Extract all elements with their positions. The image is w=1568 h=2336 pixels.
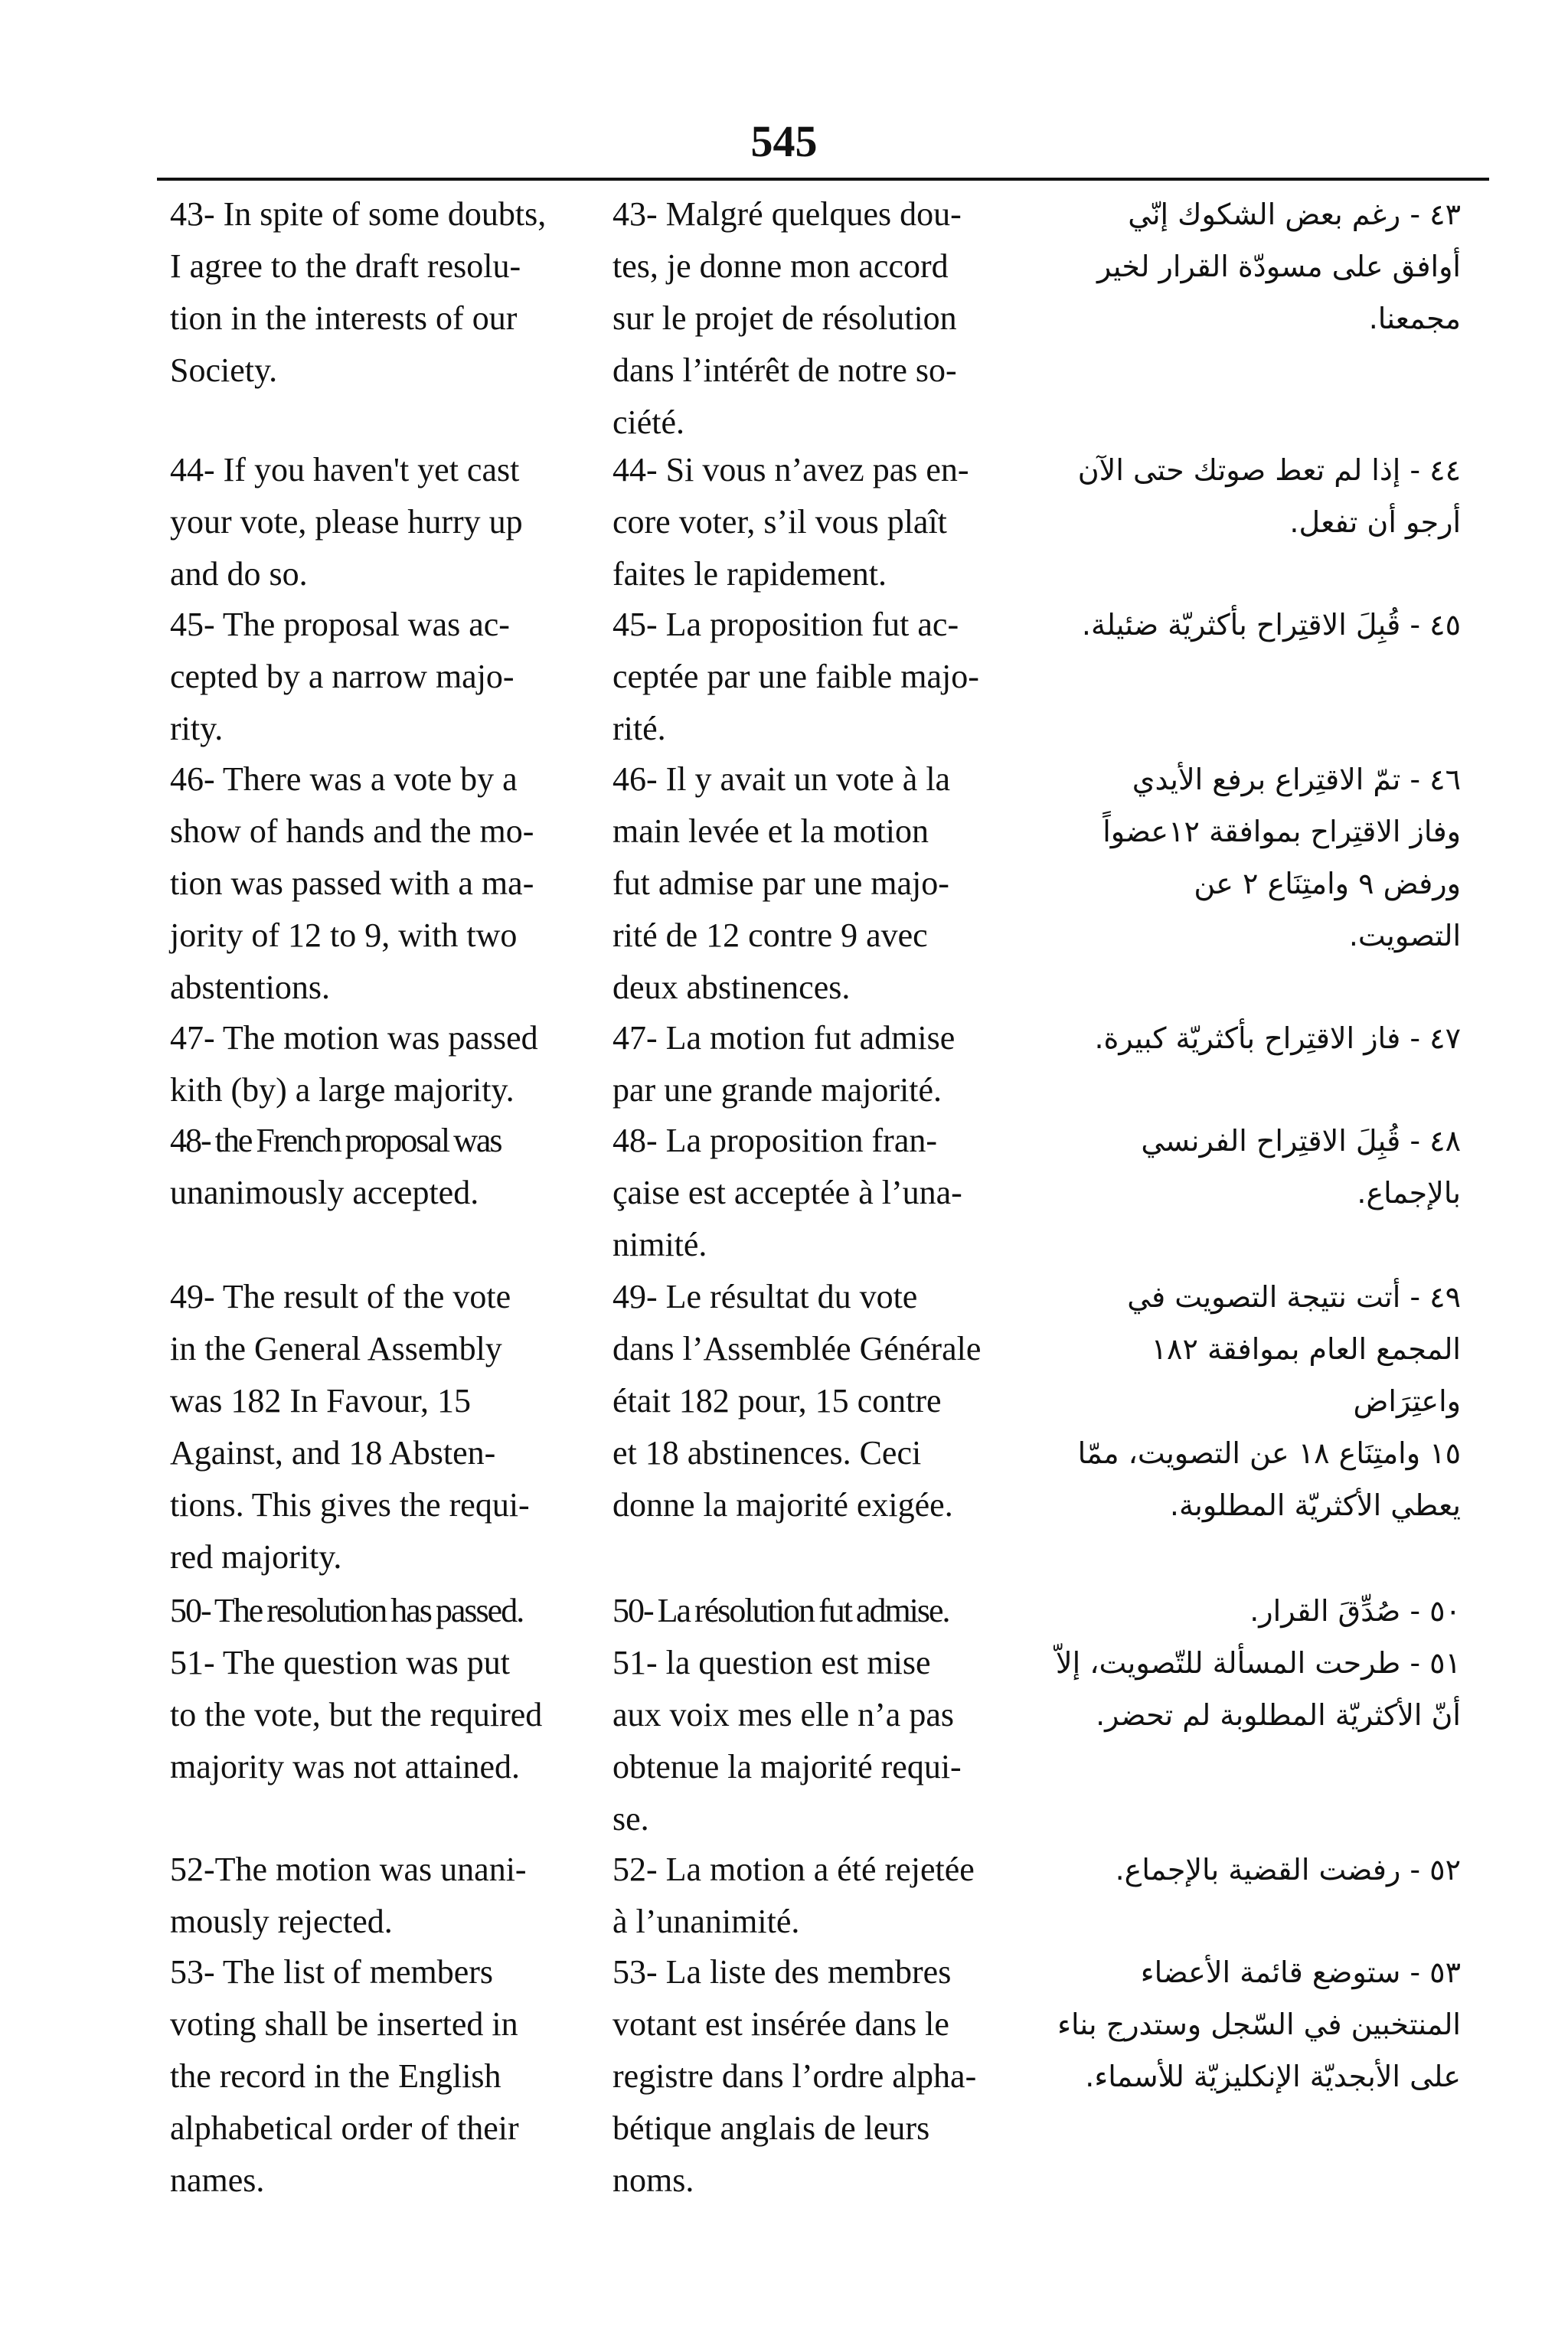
arabic-text: ٤٥ - قُبِلَ الاقتِراح بأكثريّة ضئيلة.: [1081, 608, 1461, 642]
english-text: 47- The motion was passed kith (by) a large majority.: [170, 1019, 538, 1109]
header-rule: [157, 178, 1489, 181]
english-text: 50- The resolution has passed.: [170, 1592, 524, 1629]
french-text: 53- La liste des membres votant est insérée dans le registre dans l’ordre alpha- bétique anglais de leurs noms.: [612, 1953, 977, 2199]
arabic-text: ٥٠ - صُدِّقَ القرار.: [1250, 1594, 1461, 1628]
french-text: 46- Il y avait un vote à la main levée et la motion fut admise par une majo- rité de 12 contre 9 avec deux abstinences.: [612, 760, 951, 1006]
arabic-text: ٤٧ - فاز الاقتِراح بأكثريّة كبيرة.: [1094, 1021, 1461, 1055]
french-text: 48- La proposition fran- çaise est acceptée à l’una- nimité.: [612, 1122, 962, 1263]
arabic-text: ٥١ - طرحت المسألة للتّصويت، إلاّ أنّ الأكثريّة المطلوبة لم تحضر.: [1055, 1646, 1461, 1732]
arabic-text: ٤٨ - قُبِلَ الاقتِراح الفرنسي بالإجماع.: [1141, 1124, 1461, 1210]
arabic-text: ٥٢ - رفضت القضية بالإجماع.: [1115, 1853, 1461, 1887]
french-text: 52- La motion a été rejetée à l’unanimité.: [612, 1851, 975, 1940]
french-text: 49- Le résultat du vote dans l’Assemblée Générale était 182 pour, 15 contre et 18 abstinences. Ceci donne la majorité exigée.: [612, 1278, 982, 1524]
english-text: 53- The list of members voting shall be inserted in the record in the English alphabetical order of their names.: [170, 1953, 519, 2199]
french-text: 47- La motion fut admise par une grande majorité.: [612, 1019, 956, 1109]
english-text: 45- The proposal was ac- cepted by a narrow majo- rity.: [170, 606, 514, 747]
french-text: 51- la question est mise aux voix mes elle n’a pas obtenue la majorité requi- se.: [612, 1644, 962, 1838]
english-text: 49- The result of the vote in the General Assembly was 182 In Favour, 15 Against, and 18 Absten- tions. This gives the requi- red majority.: [170, 1278, 530, 1576]
english-text: 44- If you haven't yet cast your vote, please hurry up and do so.: [170, 451, 523, 593]
english-text: 52-The motion was unani- mously rejected.: [170, 1851, 527, 1940]
french-text: 43- Malgré quelques dou- tes, je donne mon accord sur le projet de résolution dans l’intérêt de notre so- ciété.: [612, 195, 962, 441]
french-text: 44- Si vous n’avez pas en- core voter, s’il vous plaît faites le rapidement.: [612, 451, 969, 593]
english-text: 51- The question was put to the vote, but the required majority was not attained.: [170, 1644, 543, 1785]
page-number: 545: [750, 116, 818, 166]
english-text: 46- There was a vote by a show of hands and the mo- tion was passed with a ma- jority of 12 to 9, with two abstentions.: [170, 760, 534, 1006]
arabic-text: ٤٤ - إذا لم تعط صوتك حتى الآن أرجو أن تفعل.: [1077, 453, 1461, 539]
english-text: 48- the French proposal was unanimously accepted.: [170, 1122, 501, 1211]
arabic-text: ٥٣ - ستوضع قائمة الأعضاء المنتخبين في السّجل وستدرج بناء على الأبجديّة الإنكليزيّة للأسماء.: [1057, 1955, 1461, 2093]
arabic-text: ٤٦ - تمّ الاقتِراع برفع الأيدي وفاز الاقتِراح بموافقة ١٢عضواً ورفض ٩ وامتِنَاع ٢ عن التصويت.: [1102, 763, 1461, 952]
arabic-text: ٤٩ - أتت نتيجة التصويت في المجمع العام بموافقة ١٨٢ واعتِرَاض ١٥ وامتِنَاع ١٨ عن التصويت، ممّا يعطي الأكثريّة المطلوبة.: [1077, 1280, 1461, 1522]
french-text: 45- La proposition fut ac- ceptée par une faible majo- rité.: [612, 606, 979, 747]
english-text: 43- In spite of some doubts, I agree to the draft resolu- tion in the interests of our Society.: [170, 195, 547, 389]
arabic-text: ٤٣ - رغم بعض الشكوك إنّي أوافق على مسودّة القرار لخير مجمعنا.: [1096, 198, 1461, 335]
french-text: 50- La résolution fut admise.: [612, 1592, 949, 1629]
